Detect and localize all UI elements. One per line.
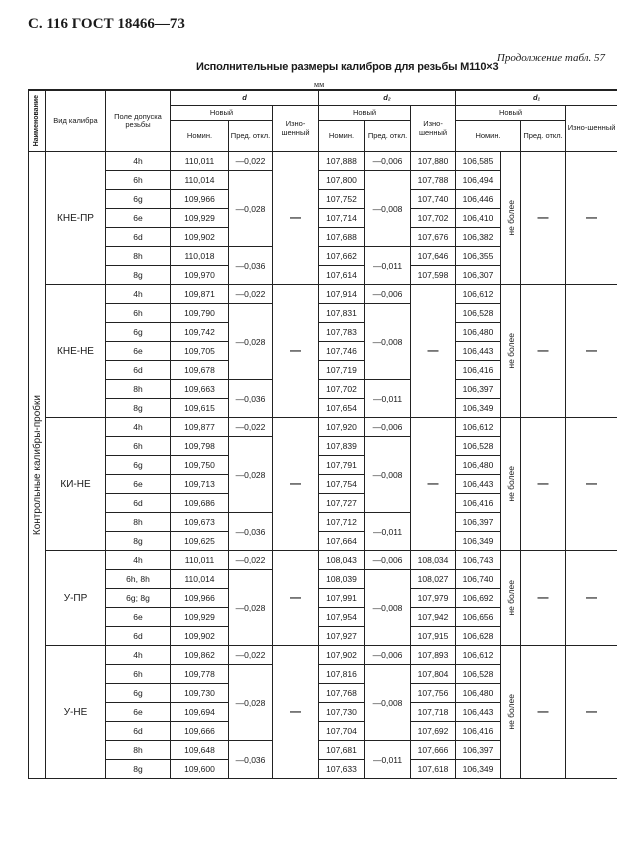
col-d1: d₁	[456, 90, 617, 106]
d1-not-more	[501, 646, 521, 779]
thread-field: 8h	[106, 247, 171, 266]
thread-field: 6h	[106, 171, 171, 190]
d2-nominal: 107,730	[319, 703, 365, 722]
thread-field: 6d	[106, 494, 171, 513]
d-deviation: —0,022	[229, 152, 273, 171]
d1-nominal: 106,612	[456, 646, 501, 665]
d-nominal: 109,970	[171, 266, 229, 285]
d-nominal: 110,011	[171, 152, 229, 171]
d-deviation: —0,036	[229, 380, 273, 418]
d2-nominal: 107,920	[319, 418, 365, 437]
d-nominal: 109,713	[171, 475, 229, 494]
d-nominal: 109,798	[171, 437, 229, 456]
d2-worn: 107,718	[411, 703, 456, 722]
thread-field: 6g	[106, 190, 171, 209]
d1-worn: —	[566, 418, 617, 551]
d1-worn: —	[566, 285, 617, 418]
d1-nominal: 106,397	[456, 513, 501, 532]
thread-field: 6e	[106, 475, 171, 494]
col-d1-new: Новый	[456, 106, 566, 121]
d-deviation: —0,022	[229, 646, 273, 665]
table-row	[29, 285, 617, 304]
d2-worn: 107,804	[411, 665, 456, 684]
col-field: Поле допуска резьбы	[106, 90, 171, 152]
d1-nominal: 106,528	[456, 665, 501, 684]
d-worn: —	[273, 646, 319, 779]
d2-deviation: —0,011	[365, 247, 411, 285]
d1-not-more-text: не более	[505, 580, 516, 616]
d1-not-more	[501, 152, 521, 285]
col-d1-worn: Изно-шенный	[566, 106, 617, 152]
thread-field: 6e	[106, 703, 171, 722]
d-nominal: 109,663	[171, 380, 229, 399]
d1-nominal: 106,480	[456, 684, 501, 703]
d-nominal: 109,929	[171, 608, 229, 627]
d1-nominal: 106,443	[456, 342, 501, 361]
d-worn: —	[273, 152, 319, 285]
d-nominal: 110,014	[171, 171, 229, 190]
d2-worn: 107,979	[411, 589, 456, 608]
d-deviation: —0,036	[229, 247, 273, 285]
col-d1-nominal: Номин.	[456, 121, 521, 152]
col-d-deviation: Пред. откл.	[229, 121, 273, 152]
d1-nominal: 106,480	[456, 323, 501, 342]
d2-deviation: —0,006	[365, 152, 411, 171]
d2-worn: 107,646	[411, 247, 456, 266]
d2-worn: 107,702	[411, 209, 456, 228]
d-nominal: 109,742	[171, 323, 229, 342]
calibre-type: КНЕ-ПР	[46, 152, 106, 285]
d2-nominal: 107,914	[319, 285, 365, 304]
thread-field: 8g	[106, 266, 171, 285]
thread-field: 6h	[106, 437, 171, 456]
thread-field: 6g	[106, 323, 171, 342]
d-nominal: 109,694	[171, 703, 229, 722]
col-d-nominal: Номин.	[171, 121, 229, 152]
d-deviation: —0,028	[229, 665, 273, 741]
d2-nominal: 108,043	[319, 551, 365, 570]
calibre-type: У-НЕ	[46, 646, 106, 779]
d2-worn: 107,893	[411, 646, 456, 665]
d-nominal: 109,750	[171, 456, 229, 475]
d-nominal: 109,648	[171, 741, 229, 760]
thread-field: 6d	[106, 627, 171, 646]
d2-deviation: —0,008	[365, 437, 411, 513]
d2-deviation: —0,006	[365, 418, 411, 437]
thread-field: 8g	[106, 760, 171, 779]
thread-field: 4h	[106, 418, 171, 437]
d2-nominal: 107,791	[319, 456, 365, 475]
d2-worn: 107,740	[411, 190, 456, 209]
d-nominal: 109,625	[171, 532, 229, 551]
d1-nominal: 106,416	[456, 494, 501, 513]
thread-field: 6e	[106, 209, 171, 228]
d1-nominal: 106,349	[456, 760, 501, 779]
d2-nominal: 107,902	[319, 646, 365, 665]
d-deviation: —0,028	[229, 304, 273, 380]
d-worn: —	[273, 551, 319, 646]
d-deviation: —0,036	[229, 513, 273, 551]
d2-deviation: —0,006	[365, 551, 411, 570]
thread-field: 8h	[106, 380, 171, 399]
thread-field: 4h	[106, 551, 171, 570]
d1-deviation: —	[521, 152, 566, 285]
d1-nominal: 106,494	[456, 171, 501, 190]
d1-nominal: 106,349	[456, 532, 501, 551]
col-name: Наименование	[29, 90, 46, 152]
d1-nominal: 106,349	[456, 399, 501, 418]
d1-nominal: 106,628	[456, 627, 501, 646]
d-deviation: —0,028	[229, 437, 273, 513]
d1-nominal: 106,307	[456, 266, 501, 285]
d1-nominal: 106,585	[456, 152, 501, 171]
page-header: С. 116 ГОСТ 18466—73	[28, 16, 185, 32]
d-nominal: 109,929	[171, 209, 229, 228]
thread-field: 8h	[106, 741, 171, 760]
d1-nominal: 106,443	[456, 475, 501, 494]
d1-not-more-text: не более	[505, 694, 516, 730]
d2-nominal: 107,831	[319, 304, 365, 323]
d2-worn: 108,034	[411, 551, 456, 570]
col-d: d	[171, 90, 319, 106]
table-row	[29, 152, 617, 171]
d1-nominal: 106,397	[456, 741, 501, 760]
thread-field: 6e	[106, 342, 171, 361]
side-label-text: Контрольные калибры-пробки	[31, 394, 43, 536]
col-d2-worn: Изно-шенный	[411, 106, 456, 152]
thread-field: 6h, 8h	[106, 570, 171, 589]
d2-deviation: —0,008	[365, 570, 411, 646]
d2-deviation: —0,006	[365, 285, 411, 304]
d1-worn: —	[566, 551, 617, 646]
d2-worn: 107,880	[411, 152, 456, 171]
d-nominal: 109,778	[171, 665, 229, 684]
d2-worn: —	[411, 285, 456, 418]
thread-field: 4h	[106, 285, 171, 304]
d1-nominal: 106,443	[456, 703, 501, 722]
d2-deviation: —0,008	[365, 171, 411, 247]
table-row	[29, 418, 617, 437]
d2-nominal: 107,816	[319, 665, 365, 684]
table-continuation: Продолжение табл. 57	[496, 52, 605, 64]
unit-label: мм	[314, 80, 325, 89]
d-nominal: 110,011	[171, 551, 229, 570]
col-type: Вид калибра	[46, 90, 106, 152]
d1-nominal: 106,480	[456, 456, 501, 475]
d2-worn: 107,692	[411, 722, 456, 741]
d1-deviation: —	[521, 551, 566, 646]
d-nominal: 109,600	[171, 760, 229, 779]
d2-worn: 107,618	[411, 760, 456, 779]
thread-field: 6h	[106, 665, 171, 684]
calibre-type: У-ПР	[46, 551, 106, 646]
d2-nominal: 107,839	[319, 437, 365, 456]
d1-not-more	[501, 285, 521, 418]
d2-nominal: 107,991	[319, 589, 365, 608]
d1-nominal: 106,397	[456, 380, 501, 399]
d1-not-more-text: не более	[505, 333, 516, 369]
d-deviation: —0,022	[229, 551, 273, 570]
d-nominal: 110,014	[171, 570, 229, 589]
table-title: Исполнительные размеры калибров для резьбы М110×3	[196, 61, 499, 73]
d-nominal: 110,018	[171, 247, 229, 266]
d2-nominal: 107,664	[319, 532, 365, 551]
d-nominal: 109,966	[171, 190, 229, 209]
col-d2: d₂	[319, 90, 456, 106]
thread-field: 6g	[106, 456, 171, 475]
thread-field: 6d	[106, 361, 171, 380]
d2-nominal: 107,654	[319, 399, 365, 418]
thread-field: 6h	[106, 304, 171, 323]
d1-nominal: 106,740	[456, 570, 501, 589]
d1-nominal: 106,656	[456, 608, 501, 627]
d-nominal: 109,686	[171, 494, 229, 513]
calibre-type: КНЕ-НЕ	[46, 285, 106, 418]
thread-field: 6g; 8g	[106, 589, 171, 608]
d2-worn: 107,676	[411, 228, 456, 247]
d1-nominal: 106,410	[456, 209, 501, 228]
d-nominal: 109,902	[171, 627, 229, 646]
d1-nominal: 106,355	[456, 247, 501, 266]
d1-deviation: —	[521, 285, 566, 418]
d2-nominal: 107,704	[319, 722, 365, 741]
d1-not-more-text: не более	[505, 466, 516, 502]
d-deviation: —0,028	[229, 570, 273, 646]
d-deviation: —0,028	[229, 171, 273, 247]
col-d-worn: Изно-шенный	[273, 106, 319, 152]
d2-worn: 107,666	[411, 741, 456, 760]
d2-nominal: 107,662	[319, 247, 365, 266]
d2-nominal: 107,702	[319, 380, 365, 399]
d1-nominal: 106,612	[456, 285, 501, 304]
d2-nominal: 107,888	[319, 152, 365, 171]
d-nominal: 109,730	[171, 684, 229, 703]
d2-worn: 107,598	[411, 266, 456, 285]
d-nominal: 109,673	[171, 513, 229, 532]
d2-nominal: 107,752	[319, 190, 365, 209]
col-d2-nominal: Номин.	[319, 121, 365, 152]
d1-not-more	[501, 551, 521, 646]
d-nominal: 109,678	[171, 361, 229, 380]
d1-nominal: 106,382	[456, 228, 501, 247]
d2-nominal: 108,039	[319, 570, 365, 589]
d2-nominal: 107,633	[319, 760, 365, 779]
thread-field: 8h	[106, 513, 171, 532]
col-d1-deviation: Пред. откл.	[521, 121, 566, 152]
calibre-type: КИ-НЕ	[46, 418, 106, 551]
thread-field: 4h	[106, 646, 171, 665]
d1-nominal: 106,612	[456, 418, 501, 437]
d1-deviation: —	[521, 418, 566, 551]
d-nominal: 109,615	[171, 399, 229, 418]
thread-field: 8g	[106, 532, 171, 551]
d-worn: —	[273, 285, 319, 418]
d-nominal: 109,877	[171, 418, 229, 437]
d1-nominal: 106,416	[456, 722, 501, 741]
d-nominal: 109,862	[171, 646, 229, 665]
d2-nominal: 107,783	[319, 323, 365, 342]
d2-deviation: —0,011	[365, 513, 411, 551]
d2-nominal: 107,688	[319, 228, 365, 247]
thread-field: 6g	[106, 684, 171, 703]
d2-nominal: 107,727	[319, 494, 365, 513]
d-nominal: 109,902	[171, 228, 229, 247]
d2-deviation: —0,006	[365, 646, 411, 665]
thread-field: 8g	[106, 399, 171, 418]
d2-nominal: 107,800	[319, 171, 365, 190]
d2-nominal: 107,927	[319, 627, 365, 646]
d1-nominal: 106,743	[456, 551, 501, 570]
d2-deviation: —0,008	[365, 304, 411, 380]
d1-nominal: 106,692	[456, 589, 501, 608]
d2-nominal: 107,714	[319, 209, 365, 228]
d2-nominal: 107,712	[319, 513, 365, 532]
table-row	[29, 646, 617, 665]
thread-field: 6e	[106, 608, 171, 627]
d2-nominal: 107,719	[319, 361, 365, 380]
d-nominal: 109,790	[171, 304, 229, 323]
d-deviation: —0,022	[229, 418, 273, 437]
d-nominal: 109,705	[171, 342, 229, 361]
thread-field: 6d	[106, 228, 171, 247]
col-d2-new: Новый	[319, 106, 411, 121]
d-nominal: 109,966	[171, 589, 229, 608]
d2-deviation: —0,011	[365, 380, 411, 418]
calibre-table	[28, 89, 617, 779]
d-nominal: 109,871	[171, 285, 229, 304]
d2-nominal: 107,754	[319, 475, 365, 494]
thread-field: 4h	[106, 152, 171, 171]
d2-worn: —	[411, 418, 456, 551]
d1-worn: —	[566, 646, 617, 779]
d2-worn: 107,788	[411, 171, 456, 190]
d1-nominal: 106,528	[456, 437, 501, 456]
col-d2-deviation: Пред. откл.	[365, 121, 411, 152]
d1-deviation: —	[521, 646, 566, 779]
d1-not-more-text: не более	[505, 200, 516, 236]
thread-field: 6d	[106, 722, 171, 741]
d-nominal: 109,666	[171, 722, 229, 741]
d2-nominal: 107,746	[319, 342, 365, 361]
col-d-new: Новый	[171, 106, 273, 121]
d1-nominal: 106,528	[456, 304, 501, 323]
d2-nominal: 107,768	[319, 684, 365, 703]
d-deviation: —0,036	[229, 741, 273, 779]
d1-nominal: 106,446	[456, 190, 501, 209]
d2-nominal: 107,954	[319, 608, 365, 627]
d2-nominal: 107,614	[319, 266, 365, 285]
d2-nominal: 107,681	[319, 741, 365, 760]
d1-worn: —	[566, 152, 617, 285]
d-deviation: —0,022	[229, 285, 273, 304]
table-row	[29, 551, 617, 570]
d2-worn: 108,027	[411, 570, 456, 589]
d2-worn: 107,915	[411, 627, 456, 646]
d-worn: —	[273, 418, 319, 551]
d2-worn: 107,942	[411, 608, 456, 627]
d1-nominal: 106,416	[456, 361, 501, 380]
d2-worn: 107,756	[411, 684, 456, 703]
d1-not-more	[501, 418, 521, 551]
d2-deviation: —0,008	[365, 665, 411, 741]
d2-deviation: —0,011	[365, 741, 411, 779]
side-label	[29, 152, 46, 779]
